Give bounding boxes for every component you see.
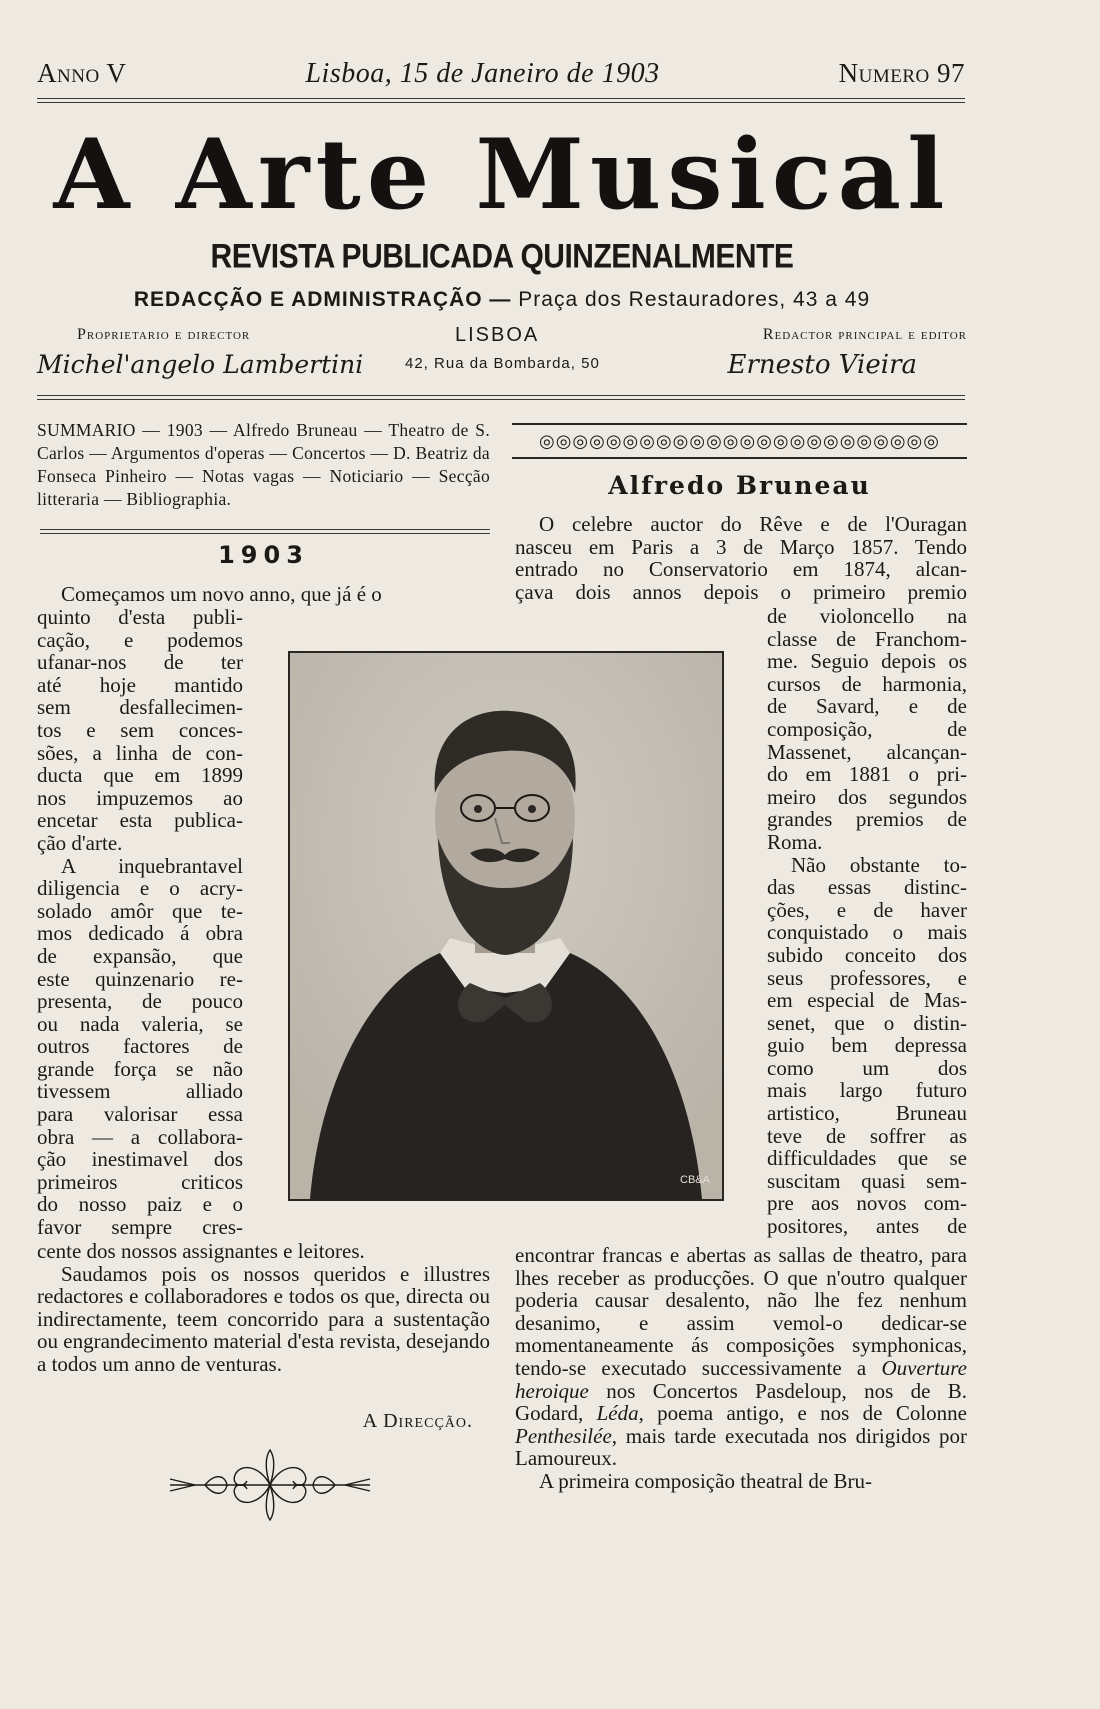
editorial-signoff: A Direcção. bbox=[362, 1410, 473, 1432]
article-line: em especial de Mas- bbox=[767, 988, 967, 1013]
fleuron-ornament bbox=[165, 1445, 375, 1525]
volume-label: Anno V bbox=[37, 58, 127, 88]
article-line: entrado no Conservatorio em 1874, alcan- bbox=[515, 557, 967, 582]
article-tail bbox=[515, 1244, 967, 1493]
redaccao-address: Praça dos Restauradores, 43 a 49 bbox=[518, 288, 871, 311]
article-line: nasceu em Paris a 3 de Março 1857. Tendo bbox=[515, 534, 967, 559]
article-line: artistico, Bruneau bbox=[767, 1101, 967, 1126]
editorial-line: grande força se não bbox=[37, 1056, 243, 1081]
editorial-tail bbox=[37, 1240, 490, 1376]
article-line: suscitam quasi sem- bbox=[767, 1168, 967, 1193]
editorial-line: até hoje mantido bbox=[37, 672, 243, 697]
editorial-line: outros factores de bbox=[37, 1034, 243, 1059]
redactor-label: Redactor principal e editor bbox=[762, 326, 967, 343]
editorial-line: primeiros criticos bbox=[37, 1169, 243, 1194]
article-line: senet, que o distin- bbox=[767, 1010, 967, 1035]
summary: SUMMARIO — 1903 — Alfredo Bruneau — Theatro de S. Carlos — Argumentos d'operas — Concertos — D. Beatriz da Fonseca Pinheiro — Notas vagas — Noticiario — Secção litteraria — Bibliographia. bbox=[37, 420, 490, 509]
article-line: Não obstante to- bbox=[791, 852, 967, 877]
article-line: de Savard, e de bbox=[767, 694, 967, 719]
article-line: Massenet, alcançan- bbox=[767, 739, 967, 764]
credits-rule bbox=[37, 395, 965, 396]
article-opening bbox=[515, 513, 967, 603]
article-line: ções, e de haver bbox=[767, 897, 967, 922]
article-line: conquistado o mais bbox=[767, 920, 967, 945]
article-line: me. Seguio depois os bbox=[767, 649, 967, 674]
redaccao-line: REDACÇÃO E ADMINISTRAÇÃO — Praça dos Restauradores, 43 a 49 bbox=[133, 288, 871, 311]
editorial-line: diligencia e o acry- bbox=[37, 876, 243, 901]
editorial-line: favor sempre cres- bbox=[37, 1215, 243, 1240]
redaccao-label: REDACÇÃO E ADMINISTRAÇÃO bbox=[133, 288, 483, 311]
article-line: mais largo futuro bbox=[767, 1078, 967, 1103]
issue-header bbox=[37, 58, 965, 90]
editorial-heading: 1903 bbox=[218, 541, 309, 569]
article-last-line: A primeira composição theatral de Bru- bbox=[539, 1468, 872, 1493]
portrait-image bbox=[290, 653, 722, 1199]
summary-rule bbox=[40, 529, 490, 530]
credits bbox=[37, 326, 967, 378]
article-title: Alfredo Bruneau bbox=[608, 471, 871, 500]
editorial-line: ção d'arte. bbox=[37, 830, 123, 855]
article-line: composição, de bbox=[767, 716, 967, 741]
article-line: como um dos bbox=[767, 1055, 967, 1080]
editorial-closing: Saudamos pois os nossos queridos e illustres redactores e collaboradores e todos os que, directa ou indirectamente, teem concorrido para a sustentação ou engrandecimento material d'esta revista, desejando a todos um anno de venturas. bbox=[37, 1261, 490, 1376]
editorial-line: presenta, de pouco bbox=[37, 989, 243, 1014]
editorial-line: sem desfallecimen- bbox=[37, 695, 243, 720]
article-line: teve de soffrer as bbox=[767, 1123, 967, 1148]
editorial-line: de expansão, que bbox=[37, 943, 243, 968]
editorial-line: quinto d'esta publi- bbox=[37, 605, 243, 629]
ornament-bar: ◎◎◎◎◎◎◎◎◎◎◎◎◎◎◎◎◎◎◎◎◎◎◎◎ bbox=[512, 423, 967, 459]
article-line: Roma. bbox=[767, 829, 823, 854]
place-date: Lisboa, 15 de Janeiro de 1903 bbox=[305, 58, 660, 89]
editorial-line: para valorisar essa bbox=[37, 1102, 243, 1127]
editorial-line: este quinzenario re- bbox=[37, 966, 243, 991]
editorial-line: cação, e podemos bbox=[37, 627, 243, 652]
masthead-title: A Arte Musical bbox=[53, 118, 951, 231]
redactor-signature: Ernesto Vieira bbox=[727, 350, 917, 380]
editorial-line: ou nada valeria, se bbox=[37, 1011, 243, 1036]
article-narrow-column bbox=[767, 605, 967, 1238]
article-line: das essas distinc- bbox=[767, 875, 967, 900]
proprietario-label: Proprietario e director bbox=[77, 326, 251, 343]
editorial-line: obra — a collabora- bbox=[37, 1124, 243, 1149]
article-line: çava dois annos depois o primeiro premio bbox=[515, 579, 967, 604]
editorial-line: ção inestimavel dos bbox=[37, 1147, 243, 1172]
editorial-line: A inquebrantavel bbox=[61, 853, 243, 878]
editorial-line: solado amôr que te- bbox=[37, 898, 243, 923]
article-line: positores, antes de bbox=[767, 1214, 967, 1239]
editorial-line: tos e sem conces- bbox=[37, 717, 243, 742]
editorial-tail-line: cente dos nossos assignantes e leitores. bbox=[37, 1239, 365, 1263]
issue-number: Numero 97 bbox=[838, 58, 965, 88]
editorial-narrow-column bbox=[37, 606, 243, 1239]
editorial-line: sões, a linha de con- bbox=[37, 740, 243, 765]
article-line: seus professores, e bbox=[767, 965, 967, 990]
article-line: cursos de harmonia, bbox=[767, 671, 967, 696]
editorial-line: ufanar-nos de ter bbox=[37, 650, 243, 675]
editorial-line: ducta que em 1899 bbox=[37, 763, 243, 788]
city-address: 42, Rua da Bombarda, 50 bbox=[405, 355, 600, 372]
header-rule bbox=[37, 98, 965, 99]
article-line: classe de Franchom- bbox=[767, 626, 967, 651]
article-line: meiro dos segundos bbox=[767, 784, 967, 809]
article-line: de violoncello na bbox=[767, 604, 967, 628]
editorial-line: do nosso paiz e o bbox=[37, 1192, 243, 1217]
editorial-line: mos dedicado á obra bbox=[37, 921, 243, 946]
article-line: do em 1881 o pri- bbox=[767, 762, 967, 787]
proprietario-signature: Michel'angelo Lambertini bbox=[37, 350, 364, 379]
editorial-first-line: Começamos um novo anno, que já é o bbox=[61, 582, 382, 606]
article-line: difficuldades que se bbox=[767, 1146, 967, 1171]
masthead-subtitle: REVISTA PUBLICADA QUINZENALMENTE bbox=[210, 237, 794, 276]
article-line: guio bem depressa bbox=[767, 1033, 967, 1058]
article-tail-text: encontrar francas e abertas as sallas de theatro, para lhes receber as producções. O que n'outro qualquer poderia causar desalento, não lhe fez nenhum desanimo, e assim vemol-o dedicar-se momentaneamente ás composições symphonicas, tendo-se executado successivamente a Ouverture heroique nos Concertos Pasdeloup, nos de B. Godard, Léda, poema antigo, e nos de Colonne Penthesilée, mais tarde executada nos dirigidos por Lamoureux. bbox=[515, 1243, 967, 1471]
article-line: O celebre auctor do Rêve e de l'Ouragan bbox=[539, 512, 967, 536]
editorial-line: tivessem alliado bbox=[37, 1079, 243, 1104]
article-line: subido conceito dos bbox=[767, 942, 967, 967]
portrait-photo bbox=[288, 651, 724, 1201]
editorial-line: encetar esta publica- bbox=[37, 808, 243, 833]
article-line: grandes premios de bbox=[767, 807, 967, 832]
photo-signature: CB&A bbox=[680, 1174, 710, 1186]
editorial-line: nos impuzemos ao bbox=[37, 785, 243, 810]
city-label: LISBOA bbox=[455, 324, 540, 346]
article-line: pre aos novos com- bbox=[767, 1191, 967, 1216]
